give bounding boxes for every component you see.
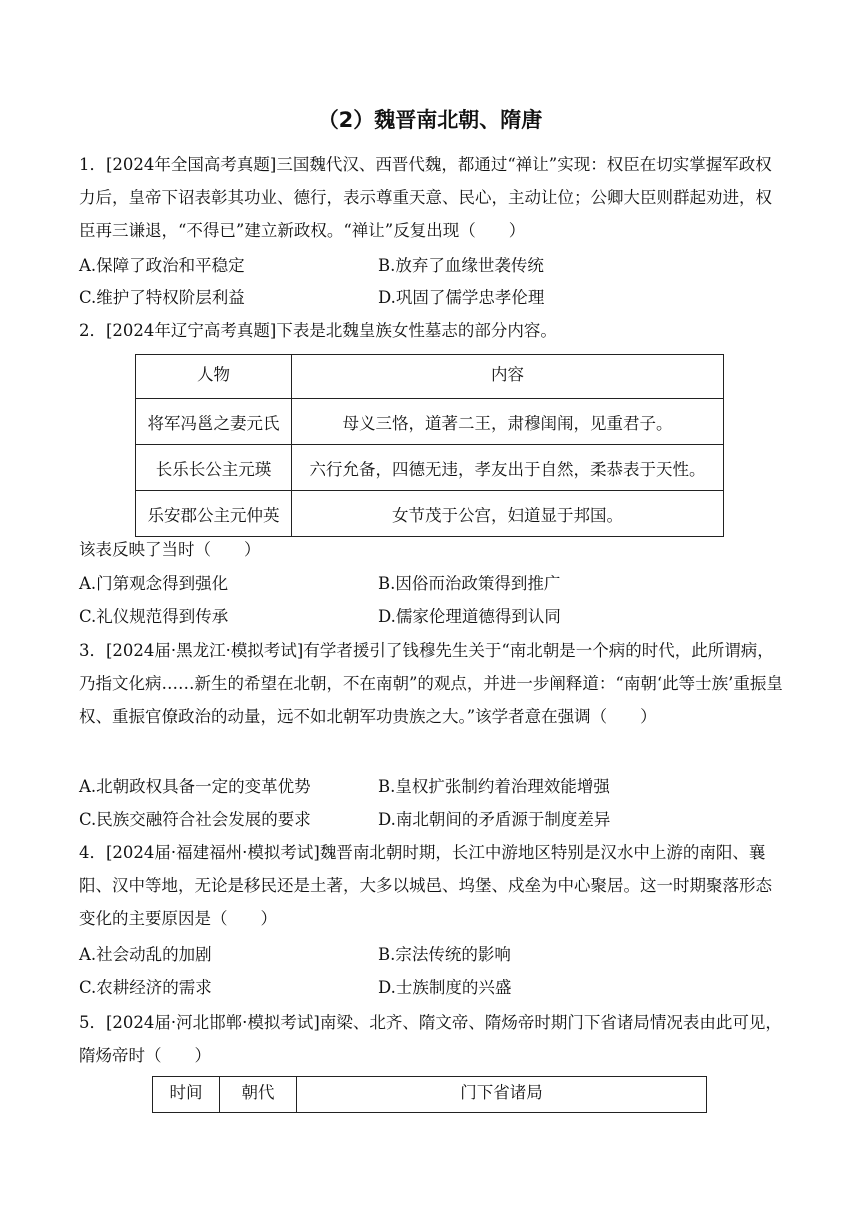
- question-1-stem: 1．[2024年全国高考真题]三国魏代汉、西晋代魏，都通过“禅让”实现：权臣在切实掌握军政权力后，皇帝下诏表彰其功业、德行，表示尊重天意、民心，主动让位；公卿大臣则群起劝进，权臣再三谦退，“不得已”建立新政权。“禅让”反复出现（ ）: [79, 155, 772, 240]
- question-5-stem: 5．[2024届·河北邯郸·模拟考试]南梁、北齐、隋文帝、隋炀帝时期门下省诸局情况表由此可见，隋炀帝时（ ）: [79, 1013, 782, 1065]
- table-cell: 长乐长公主元瑛: [136, 445, 292, 491]
- table-header-cell: 朝代: [220, 1077, 297, 1113]
- q3-option-d: D.南北朝间的矛盾源于制度差异: [378, 810, 611, 829]
- q1-option-c: C.维护了特权阶层利益: [79, 288, 245, 307]
- q4-option-a: A.社会动乱的加剧: [79, 945, 212, 964]
- question-3-stem: 3．[2024届·黑龙江·模拟考试]有学者援引了钱穆先生关于“南北朝是一个病的时代，此所谓病，乃指文化病……新生的希望在北朝，不在南朝”的观点，并进一步阐释道：“南朝‘此等士族’重振皇权、重振官僚政治的动量，远不如北朝军功贵族之大。”该学者意在强调（ ）: [79, 641, 783, 726]
- table-cell: 乐安郡公主元仲英: [136, 491, 292, 537]
- q3-option-a: A.北朝政权具备一定的变革优势: [79, 777, 311, 796]
- q1-option-d: D.巩固了儒学忠孝伦理: [378, 288, 545, 307]
- table-cell: 母义三恪，道著二王，肃穆闺闱，见重君子。: [292, 399, 724, 445]
- table-cell: 将军冯邕之妻元氏: [136, 399, 292, 445]
- table-header-cell: 时间: [153, 1077, 220, 1113]
- q5-table: [152, 1076, 707, 1113]
- question-4-stem: 4．[2024届·福建福州·模拟考试]魏晋南北朝时期，长江中游地区特别是汉水中上游的南阳、襄阳、汉中等地，无论是移民还是土著，大多以城邑、坞堡、戍垒为中心聚居。这一时期聚落形态变化的主要原因是（ ）: [79, 843, 772, 928]
- q2-table: [135, 354, 724, 537]
- table-row: [136, 445, 724, 491]
- table-cell: 六行允备，四德无违，孝友出于自然，柔恭表于天性。: [292, 445, 724, 491]
- table-header-row: [136, 355, 724, 399]
- question-2-stem: 2．[2024年辽宁高考真题]下表是北魏皇族女性墓志的部分内容。: [79, 321, 557, 340]
- table-header-cell: 人物: [136, 355, 292, 399]
- q3-option-b: B.皇权扩张制约着治理效能增强: [378, 777, 610, 796]
- q1-option-b: B.放弃了血缘世袭传统: [378, 256, 544, 275]
- q1-option-a: A.保障了政治和平稳定: [79, 256, 245, 275]
- q3-option-c: C.民族交融符合社会发展的要求: [79, 810, 311, 829]
- q2-option-a: A.门第观念得到强化: [79, 574, 229, 593]
- table-row: [136, 491, 724, 537]
- table-row: [136, 399, 724, 445]
- table-header-cell: 门下省诸局: [297, 1077, 707, 1113]
- q4-option-c: C.农耕经济的需求: [79, 978, 212, 997]
- q4-option-d: D.士族制度的兴盛: [378, 978, 512, 997]
- q2-option-b: B.因俗而治政策得到推广: [378, 574, 561, 593]
- q2-option-c: C.礼仪规范得到传承: [79, 607, 229, 626]
- q2-option-d: D.儒家伦理道德得到认同: [378, 607, 561, 626]
- q2-followup: 该表反映了当时（ ）: [79, 540, 261, 559]
- table-header-row: [153, 1077, 707, 1113]
- q4-option-b: B.宗法传统的影响: [378, 945, 511, 964]
- table-cell: 女节茂于公宫，妇道显于邦国。: [292, 491, 724, 537]
- table-header-cell: 内容: [292, 355, 724, 399]
- page-title: （2）魏晋南北朝、隋唐: [317, 108, 543, 132]
